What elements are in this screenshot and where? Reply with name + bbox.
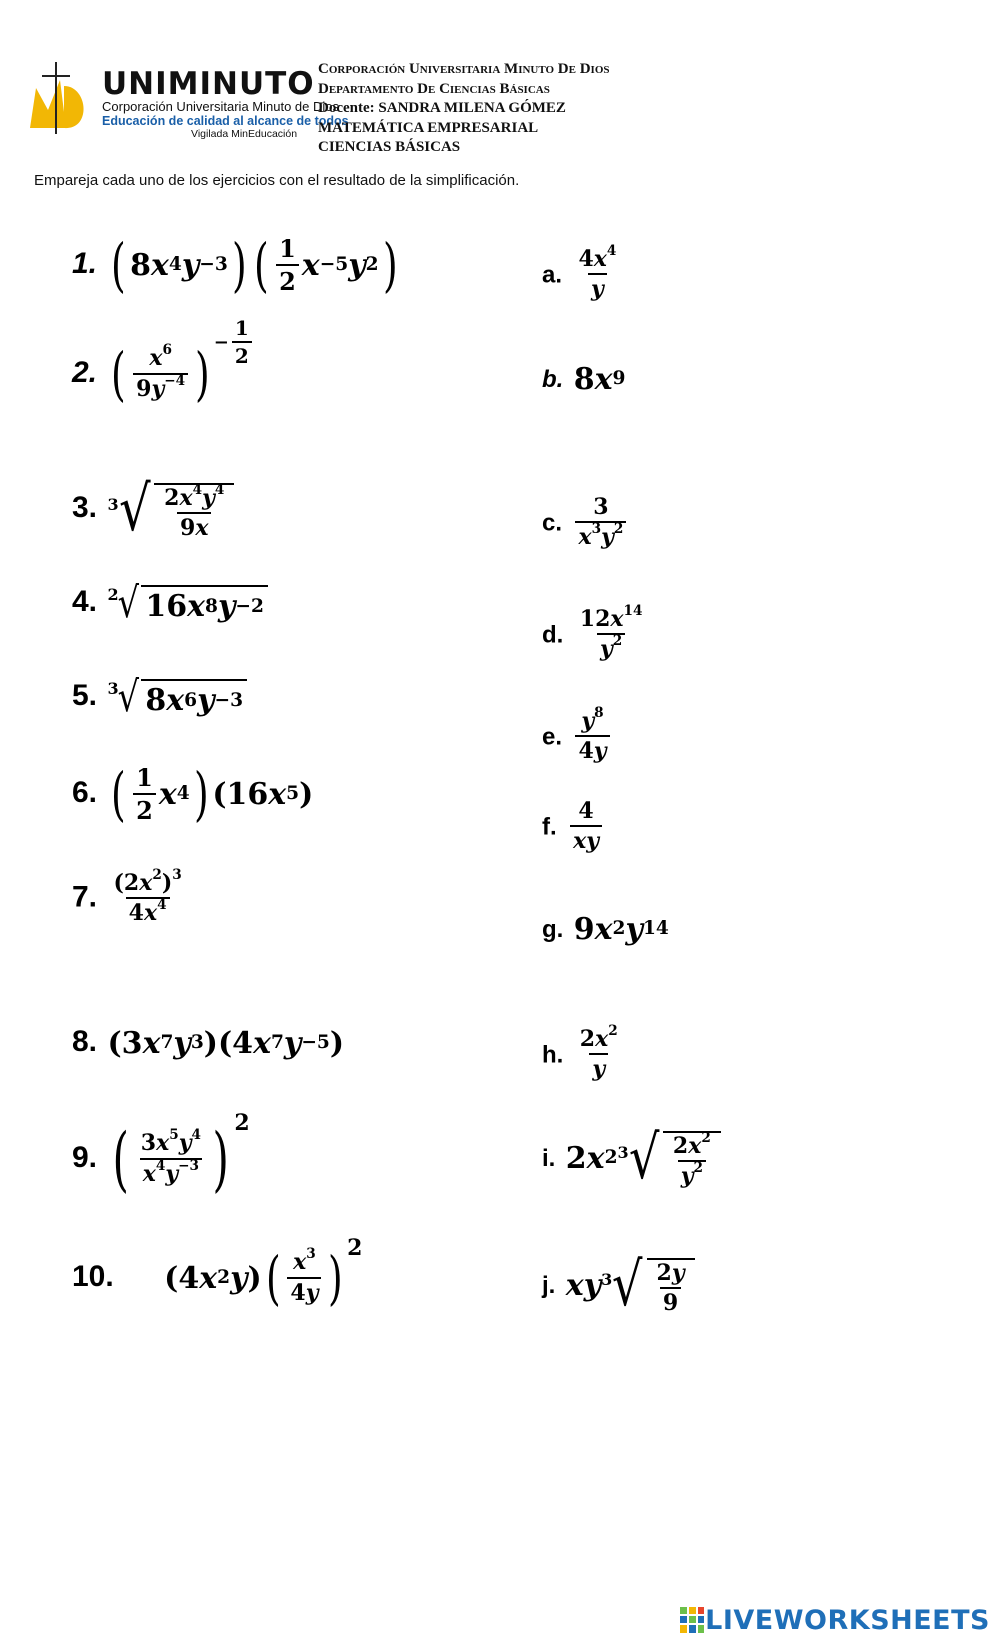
logo-brand: UNIMINUTO: [102, 66, 315, 102]
answer-label: b.: [542, 366, 564, 393]
expression: (3 x 7 y 3 )(4 x 7 y −5 ): [107, 1025, 345, 1061]
institution-info: [318, 60, 610, 158]
expression: $\frac{2x^2}{y}$: [579, 1023, 618, 1083]
answer-j: [542, 1250, 695, 1320]
expression: ( $\frac{3x^5y^4}{x^4y^{-3}}$ ) 2: [112, 1110, 250, 1200]
answer-c: [542, 496, 629, 549]
expression: x y 3 √ $\frac{2y}{9}$: [566, 1255, 695, 1315]
answer-i: [542, 1123, 721, 1193]
exercise-label: 2.: [72, 356, 98, 389]
exercise-4: [72, 578, 268, 627]
expression: $\frac{3}{x^3y^2}$: [572, 496, 629, 549]
answer-label: f.: [542, 813, 557, 841]
answer-label: e.: [542, 723, 563, 751]
exercise-5: [72, 672, 247, 721]
institution-line: MATEMÁTICA EMPRESARIAL: [318, 119, 539, 136]
liveworksheets-brand: [679, 1603, 990, 1637]
answer-g: [542, 910, 669, 947]
exercise-10: [72, 1235, 363, 1312]
answer-d: [542, 603, 649, 663]
expression: $\frac{12x^{14}}{y^2}$: [579, 603, 643, 663]
expression: (4 x 2 y ) ( $\frac{x^3}{4y}$ ) 2: [164, 1235, 363, 1312]
expression: 8 x 9: [573, 361, 626, 397]
exercise-label: 9.: [72, 1141, 98, 1174]
institution-line: Departamento De Ciencias Básicas: [318, 80, 550, 97]
institution-line: Corporación Universitaria Minuto De Dios: [318, 61, 610, 77]
liveworksheets-logo-icon: [679, 1605, 705, 1635]
answer-a: [542, 243, 622, 303]
answer-label: c.: [542, 509, 563, 537]
logo-line-3: Vigilada MinEducación: [191, 128, 298, 140]
answer-f: [542, 800, 605, 853]
expression: 3 √ $\frac{2x^4y^4}{9x}$: [107, 478, 234, 540]
expression: ( 8 x 4 y −3 ) ( $\frac{1}{2}$ x −5 y 2 ): [111, 231, 398, 299]
expression: 2 √ 16 x 8 y −2: [107, 582, 267, 624]
answer-b: [542, 360, 626, 397]
exercise-label: 7.: [72, 880, 98, 914]
exercise-2: [72, 315, 255, 408]
exercise-label: 3.: [72, 491, 98, 524]
exercise-label: 6.: [72, 776, 98, 809]
exercise-label: 5.: [72, 679, 98, 712]
answer-label: j.: [542, 1272, 556, 1299]
exercise-label: 4.: [72, 585, 98, 618]
exercise-1: [72, 231, 401, 299]
instruction-text: Empareja cada uno de los ejercicios con el resultado de la simplificación.: [34, 172, 520, 189]
expression: $\frac{4}{xy}$: [567, 800, 605, 853]
institution-line: CIENCIAS BÁSICAS: [318, 139, 461, 155]
institution-line: Docente: SANDRA MILENA GÓMEZ: [318, 100, 566, 116]
expression: $\frac{4x^4}{y}$: [578, 243, 617, 303]
expression: ( $\frac{1}{2}$ x 4 ) (16 x 5 ): [111, 760, 314, 828]
logo-line-1: Corporación Universitaria Minuto de Dios: [102, 99, 339, 114]
exercise-8: [72, 1024, 344, 1061]
exercise-7: [72, 867, 188, 927]
expression: $\frac{(2x^2)^3}{4x^4}$: [113, 867, 182, 927]
answer-label: h.: [542, 1041, 564, 1069]
expression: $\frac{y^8}{4y}$: [572, 710, 612, 763]
logo-line-2: Educación de calidad al alcance de todos: [102, 114, 349, 128]
exercise-label: 1.: [72, 247, 98, 280]
uniminuto-logo: [26, 58, 349, 140]
exercise-6: [72, 760, 314, 828]
answer-e: [542, 705, 613, 765]
exercise-label: 8.: [72, 1025, 98, 1058]
answer-label: d.: [542, 621, 564, 649]
answer-h: [542, 1023, 624, 1083]
expression: 3 √ 8 x 6 y −3: [107, 676, 247, 718]
exercise-3: [72, 472, 234, 545]
answer-label: i.: [542, 1145, 556, 1172]
exercise-label: 10.: [72, 1260, 114, 1293]
answer-label: a.: [542, 261, 563, 289]
expression: 2 x 2 3 √ $\frac{2x^2}{y^2}$: [566, 1128, 721, 1188]
expression: ( $\frac{x^6}{9y^{-4}}$ ) − $\frac{1}{2}$: [107, 345, 254, 403]
md-logo-icon: [26, 58, 98, 136]
exercise-9: [72, 1110, 250, 1200]
answer-label: g.: [542, 916, 564, 943]
liveworksheets-text: LIVEWORKSHEETS: [705, 1604, 990, 1636]
expression: 9 x 2 y 14: [573, 911, 669, 947]
